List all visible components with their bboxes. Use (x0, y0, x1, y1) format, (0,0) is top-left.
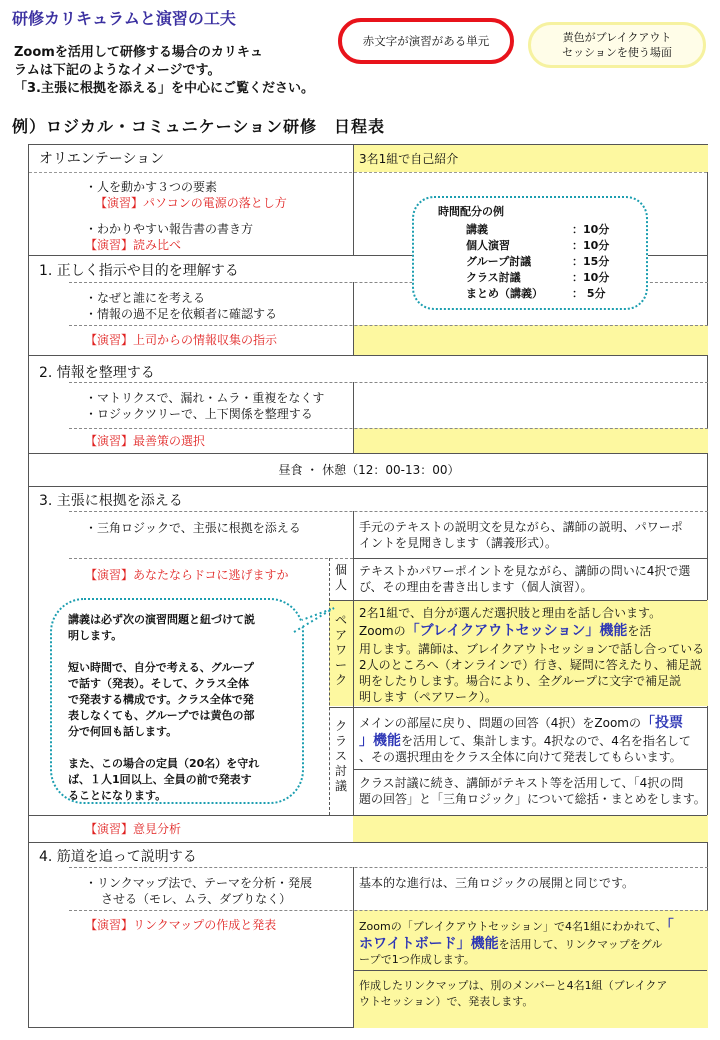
individual-desc: び、その理由を書き出します（個人演習）。 (359, 580, 593, 594)
pair-desc-zoom (359, 623, 651, 639)
class-prefix: メインの部屋に戻り、問題の回答（4択）をZoomの (359, 716, 641, 730)
callout-tail (290, 604, 338, 638)
section-item: ・三角ロジックで、主張に根拠を添える (85, 521, 301, 535)
class-desc (359, 715, 683, 731)
time-row-value: ：15分 (572, 255, 610, 268)
lecture-desc: 手元のテキストの説明文を見ながら、講師の説明、パワーポ (359, 520, 683, 534)
label-class-discussion: クラス討議 (334, 719, 347, 793)
highlight-cell (353, 428, 708, 453)
section-3-heading: 3. 主張に根拠を添える (39, 493, 183, 509)
schedule-subtitle: 例）ロジカル・コミュニケーション研修 日程表 (12, 117, 386, 136)
section-1-heading: 1. 正しく指示や目的を理解する (39, 263, 239, 279)
exercise-label: 【演習】パソコンの電源の落とし方 (95, 196, 287, 210)
pair-desc: 用します。講師は、ブレイクアウトセッションで話し合っている (359, 642, 705, 656)
time-row-label: 講義 (466, 223, 488, 236)
final-desc: 作成したリンクマップは、別のメンバーと4名1組（ブレイクア (359, 979, 668, 992)
note-line: ば、１人1回以上、全員の前で発表す (68, 773, 252, 786)
time-row-value: ：10分 (572, 223, 610, 236)
wb-prefix: Zoomの「ブレイクアウトセッション」で4名1組にわかれて、 (359, 920, 667, 933)
section-item: ・ロジックツリーで、上下関係を整理する (85, 407, 313, 421)
class-suffix: を活用して、集計します。4択なので、4名を指名して (401, 734, 691, 748)
orientation-item: ・人を動かす３つの要素 (85, 180, 218, 194)
legend-yellow-breakout (528, 22, 706, 68)
note-line: また、この場合の定員（20名）を守れ (68, 757, 260, 770)
time-row-label: まとめ（講義） (466, 287, 543, 300)
time-allocation-title: 時間配分の例 (438, 205, 504, 218)
time-row-value: ：10分 (572, 239, 610, 252)
summary-desc: 題の回答」と「三角ロジック」について総括・まとめをします。 (359, 792, 706, 806)
exercise-label: 【演習】あなたならドコに逃げますか (85, 568, 289, 582)
exercise-label: 【演習】リンクマップの作成と発表 (85, 918, 277, 932)
whiteboard-desc: ープで1つ作成します。 (359, 953, 475, 966)
intro-text (14, 44, 364, 98)
lecture-desc: イントを見聞きします（講義形式）。 (359, 536, 558, 550)
note-line: 明します。 (68, 629, 123, 642)
lunch-break: 昼食 ・ 休憩（12：00-13：00） (278, 463, 460, 477)
legend-yellow-line: 黄色がブレイクアウト (562, 31, 672, 44)
exercise-label: 【演習】上司からの情報収集の指示 (85, 333, 278, 347)
pair-desc: 明します（ペアワーク）。 (359, 690, 498, 704)
whiteboard-desc (359, 918, 674, 935)
intro-line: ラムは下記のようなイメージです。 (14, 63, 221, 78)
pair-zoom-suffix: を活 (627, 624, 652, 638)
individual-desc: テキストかパワーポイントを見ながら、講師の問いに4択で選 (359, 564, 691, 578)
exercise-label: 【演習】最善策の選択 (85, 434, 206, 448)
time-row-value: ：10分 (572, 271, 610, 284)
legend-red-exercise (338, 18, 514, 64)
note-line: 表しなくても、グループでは黄色の部 (68, 709, 255, 722)
time-allocation-callout (412, 196, 648, 310)
highlight-cell (353, 815, 708, 842)
label-pair-work: ペアワーク (334, 613, 347, 687)
time-row-label: グループ討議 (466, 255, 532, 268)
note-line: で話す（発表）。そして、クラス全体 (68, 677, 249, 690)
whiteboard-feature: 「 (666, 918, 674, 934)
orientation-activity: 3名1組で自己紹介 (359, 152, 459, 166)
orientation-item: ・わかりやすい報告書の書き方 (85, 222, 254, 236)
exercise-label: 【演習】意見分析 (85, 822, 182, 836)
summary-desc: クラス討議に続き、講師がテキスト等を活用して、「4択の問 (359, 776, 684, 790)
wb-suffix: を活用して、リンクマップをグル (498, 938, 663, 951)
label-individual: 個人 (334, 563, 347, 592)
time-row-label: クラス討議 (466, 271, 521, 284)
note-line: で発表する構成です。クラス全体で発 (68, 693, 254, 706)
time-row-label: 個人演習 (466, 239, 510, 252)
section-item: ・リンクマップ法で、テーマを分析・発展 (85, 876, 313, 890)
exercise-label: 【演習】読み比べ (85, 238, 182, 252)
section-2-heading: 2. 情報を整理する (39, 365, 155, 381)
poll-feature: 」機能 (359, 733, 401, 749)
class-desc (359, 733, 691, 749)
note-line: 短い時間で、自分で考える、グループ (68, 661, 254, 674)
poll-feature: 「投票 (641, 715, 683, 731)
note-line: 講義は必ず次の演習問題と紐づけて説 (68, 613, 255, 626)
legend-red-label: 赤文字が演習がある単元 (362, 34, 490, 48)
section-item: させる（モレ、ムラ、ダブりなく） (101, 892, 292, 906)
highlight-cell (353, 325, 708, 355)
lecture-note-callout (50, 598, 304, 804)
class-desc: 、その選択理由をクラス全体に向けて発表してもらいます。 (359, 750, 682, 764)
section-orientation-heading: オリエンテーション (39, 151, 165, 167)
page-title: 研修カリキュラムと演習の工夫 (12, 9, 236, 28)
section-item: ・マトリクスで、漏れ・ムラ・重複をなくす (85, 391, 325, 405)
note-line: 分で何回も話します。 (68, 725, 178, 738)
intro-line: 「3.主張に根拠を添える」を中心にご覧ください。 (14, 81, 314, 96)
note-line: ることになります。 (68, 789, 167, 802)
intro-line: Zoomを活用して研修する場合のカリキュ (14, 45, 263, 60)
legend-yellow-line: セッションを使う場面 (562, 46, 672, 59)
pair-desc: 明をしたりします。場合により、全グループに文字で補足説 (359, 674, 682, 688)
pair-desc: 2人のところへ（オンラインで）行き、疑問に答えたり、補足説 (359, 658, 702, 672)
section-4-heading: 4. 筋道を追って説明する (39, 849, 197, 865)
pair-desc: 2名1組で、自分が選んだ選択肢と理由を話し合います。 (359, 606, 662, 620)
section-item: ・情報の過不足を依頼者に確認する (85, 307, 278, 321)
time-row-value: ： 5分 (572, 287, 606, 300)
whiteboard-feature: ホワイトボード」機能 (359, 936, 499, 952)
progress-desc: 基本的な進行は、三角ロジックの展開と同じです。 (359, 876, 635, 890)
section-item: ・なぜと誰にを考える (85, 291, 206, 305)
pair-zoom-prefix: Zoomの (359, 624, 406, 638)
breakout-feature: 「ブレイクアウトセッション」機能 (405, 623, 628, 639)
final-desc: ウトセッション）で、発表します。 (359, 995, 534, 1008)
whiteboard-desc (359, 936, 662, 953)
